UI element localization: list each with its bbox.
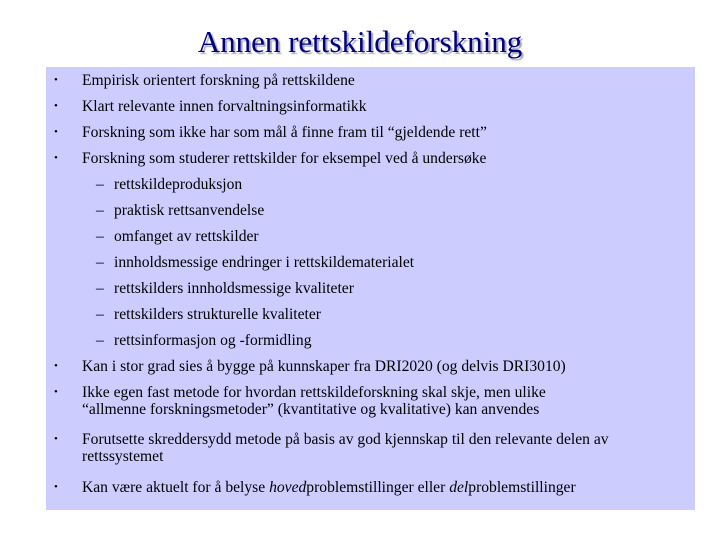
bullet-marker: • bbox=[54, 481, 58, 493]
bullet-text: Klart relevante innen forvaltningsinformatikk bbox=[82, 98, 367, 115]
bullet-text: Forskning som studerer rettskilder for eksempel ved å undersøke bbox=[82, 150, 487, 167]
sub-item-text: praktisk rettsanvendelse bbox=[114, 202, 265, 219]
sub-item-text: omfanget av rettskilder bbox=[114, 228, 259, 245]
bullet-text-line: “allmenne forskningsmetoder” (kvantitative og kvalitative) kan anvendes bbox=[82, 401, 540, 419]
content-panel bbox=[46, 67, 695, 510]
sub-marker: – bbox=[96, 202, 104, 219]
sub-marker: – bbox=[96, 176, 104, 193]
sub-marker: – bbox=[96, 228, 104, 245]
sub-marker: – bbox=[96, 280, 104, 297]
emphasis-text: hoved bbox=[269, 479, 307, 496]
emphasis-text: del bbox=[449, 479, 469, 496]
bullet-text-part: Kan være aktuelt for å belyse bbox=[82, 479, 270, 496]
bullet-marker: • bbox=[54, 360, 58, 372]
bullet-marker: • bbox=[54, 386, 58, 398]
bullet-text-line: Ikke egen fast metode for hvordan rettskildeforskning skal skje, men ulike bbox=[82, 384, 546, 401]
sub-marker: – bbox=[96, 332, 104, 349]
sub-item-text: rettsinformasjon og -formidling bbox=[114, 332, 312, 349]
sub-item-text: rettskilders innholdsmessige kvaliteter bbox=[114, 280, 354, 297]
sub-item-text: innholdsmessige endringer i rettskildematerialet bbox=[114, 254, 415, 271]
bullet-text-part: problemstillinger eller bbox=[306, 479, 450, 496]
bullet-text: Empirisk orientert forskning på rettskildene bbox=[82, 72, 355, 89]
bullet-marker: • bbox=[54, 152, 58, 164]
bullet-text bbox=[82, 384, 691, 419]
bullet-text: Forskning som ikke har som mål å finne fram til “gjeldende rett” bbox=[82, 124, 487, 141]
bullet-text bbox=[82, 431, 691, 466]
bullet-text bbox=[82, 479, 691, 496]
slide-title: Annen rettskildeforskning bbox=[197, 24, 523, 59]
bullet-text-line: rettssystemet bbox=[82, 448, 164, 466]
bullet-marker: • bbox=[54, 74, 58, 86]
bullet-text-line: Forutsette skreddersydd metode på basis av god kjennskap til den relevante delen av bbox=[82, 431, 609, 448]
sub-marker: – bbox=[96, 254, 104, 271]
sub-item-text: rettskildeproduksjon bbox=[114, 176, 243, 193]
bullet-text: Kan i stor grad sies å bygge på kunnskaper fra DRI2020 (og delvis DRI3010) bbox=[82, 358, 566, 375]
bullet-marker: • bbox=[54, 126, 58, 138]
sub-marker: – bbox=[96, 306, 104, 323]
bullet-marker: • bbox=[54, 100, 58, 112]
bullet-text-part: problemstillinger bbox=[468, 479, 576, 496]
sub-item-text: rettskilders strukturelle kvaliteter bbox=[114, 306, 321, 323]
bullet-marker: • bbox=[54, 433, 58, 445]
